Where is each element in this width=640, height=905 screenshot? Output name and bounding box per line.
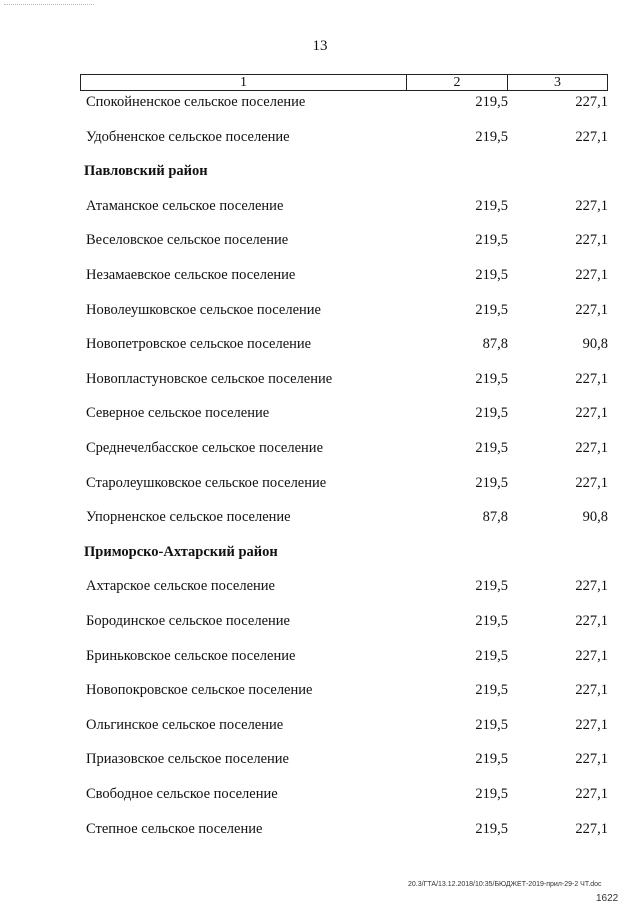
- table-row: [0, 195, 640, 217]
- value-column-3: 227,1: [575, 94, 608, 110]
- settlement-name: Среднечелбасское сельское поселение: [86, 440, 323, 456]
- settlement-name: Новолеушковское сельское поселение: [86, 302, 321, 318]
- table-row: [0, 472, 640, 494]
- value-column-2: 219,5: [475, 682, 508, 698]
- value-column-3: 227,1: [575, 648, 608, 664]
- value-column-2: 87,8: [482, 336, 508, 352]
- value-column-2: 219,5: [475, 267, 508, 283]
- table-row: [0, 679, 640, 701]
- settlement-name: Упорненское сельское поселение: [86, 509, 291, 525]
- value-column-2: 219,5: [475, 94, 508, 110]
- settlement-name: Бриньковское сельское поселение: [86, 648, 296, 664]
- table-row: [0, 264, 640, 286]
- value-column-2: 219,5: [475, 440, 508, 456]
- table-row: [0, 91, 640, 113]
- table-row: [0, 645, 640, 667]
- value-column-3: 227,1: [575, 751, 608, 767]
- value-column-3: 227,1: [575, 786, 608, 802]
- value-column-3: 227,1: [575, 371, 608, 387]
- file-stamp: 20.3/ГТА/13.12.2018/10:35/БЮДЖЕТ-2019-прил-29-2 ЧТ.doc: [408, 881, 602, 888]
- value-column-3: 227,1: [575, 129, 608, 145]
- table-row: [0, 575, 640, 597]
- column-header-3: 3: [554, 75, 561, 90]
- value-column-3: 90,8: [582, 336, 608, 352]
- settlement-name: Новопетровское сельское поселение: [86, 336, 312, 352]
- table-row: [0, 818, 640, 840]
- value-column-2: 219,5: [475, 613, 508, 629]
- value-column-2: 219,5: [475, 717, 508, 733]
- scan-artifact: [4, 4, 94, 9]
- settlement-name: Удобненское сельское поселение: [86, 129, 290, 145]
- settlement-name: Ольгинское сельское поселение: [86, 717, 284, 733]
- settlement-name: Северное сельское поселение: [86, 405, 270, 421]
- settlement-name: Новопластуновское сельское поселение: [86, 371, 333, 387]
- district-heading-row: [0, 541, 640, 563]
- settlement-name: Бородинское сельское поселение: [86, 613, 290, 629]
- value-column-3: 227,1: [575, 613, 608, 629]
- value-column-2: 219,5: [475, 405, 508, 421]
- value-column-3: 227,1: [575, 232, 608, 248]
- value-column-3: 227,1: [575, 405, 608, 421]
- column-header-1: 1: [81, 75, 407, 90]
- settlement-name: Свободное сельское поселение: [86, 786, 278, 802]
- value-column-3: 227,1: [575, 578, 608, 594]
- value-column-2: 219,5: [475, 821, 508, 837]
- value-column-2: 219,5: [475, 751, 508, 767]
- table-row: [0, 783, 640, 805]
- settlement-name: Спокойненское сельское поселение: [86, 94, 306, 110]
- district-name: Павловский район: [84, 163, 208, 179]
- settlement-name: Новопокровское сельское поселение: [86, 682, 313, 698]
- settlement-name: Незамаевское сельское поселение: [86, 267, 296, 283]
- page-number: 13: [312, 38, 328, 54]
- table-row: [0, 610, 640, 632]
- settlement-name: Ахтарское сельское поселение: [86, 578, 275, 594]
- value-column-3: 227,1: [575, 821, 608, 837]
- value-column-3: 227,1: [575, 198, 608, 214]
- district-name: Приморско-Ахтарский район: [84, 544, 278, 560]
- value-column-3: 227,1: [575, 267, 608, 283]
- value-column-3: 227,1: [575, 717, 608, 733]
- value-column-2: 87,8: [482, 509, 508, 525]
- settlement-name: Приазовское сельское поселение: [86, 751, 289, 767]
- value-column-2: 219,5: [475, 232, 508, 248]
- table-row: [0, 714, 640, 736]
- column-header-2: 2: [407, 75, 508, 90]
- settlement-name: Веселовское сельское поселение: [86, 232, 289, 248]
- value-column-3: 227,1: [575, 682, 608, 698]
- value-column-2: 219,5: [475, 198, 508, 214]
- value-column-2: 219,5: [475, 302, 508, 318]
- table-row: [0, 402, 640, 424]
- district-heading-row: [0, 160, 640, 182]
- table-header: [80, 74, 608, 91]
- table-row: [0, 437, 640, 459]
- value-column-2: 219,5: [475, 786, 508, 802]
- settlement-name: Старолеушковское сельское поселение: [86, 475, 327, 491]
- table-row: [0, 229, 640, 251]
- value-column-2: 219,5: [475, 648, 508, 664]
- table-row: [0, 126, 640, 148]
- value-column-3: 90,8: [582, 509, 608, 525]
- value-column-2: 219,5: [475, 129, 508, 145]
- value-column-3: 227,1: [575, 302, 608, 318]
- value-column-2: 219,5: [475, 578, 508, 594]
- settlement-name: Степное сельское поселение: [86, 821, 263, 837]
- value-column-2: 219,5: [475, 371, 508, 387]
- table-row: [0, 506, 640, 528]
- value-column-3: 227,1: [575, 475, 608, 491]
- settlement-name: Атаманское сельское поселение: [86, 198, 284, 214]
- value-column-3: 227,1: [575, 440, 608, 456]
- table-row: [0, 333, 640, 355]
- table-row: [0, 748, 640, 770]
- document-code: 1622: [596, 893, 619, 904]
- table-row: [0, 299, 640, 321]
- value-column-2: 219,5: [475, 475, 508, 491]
- table-row: [0, 368, 640, 390]
